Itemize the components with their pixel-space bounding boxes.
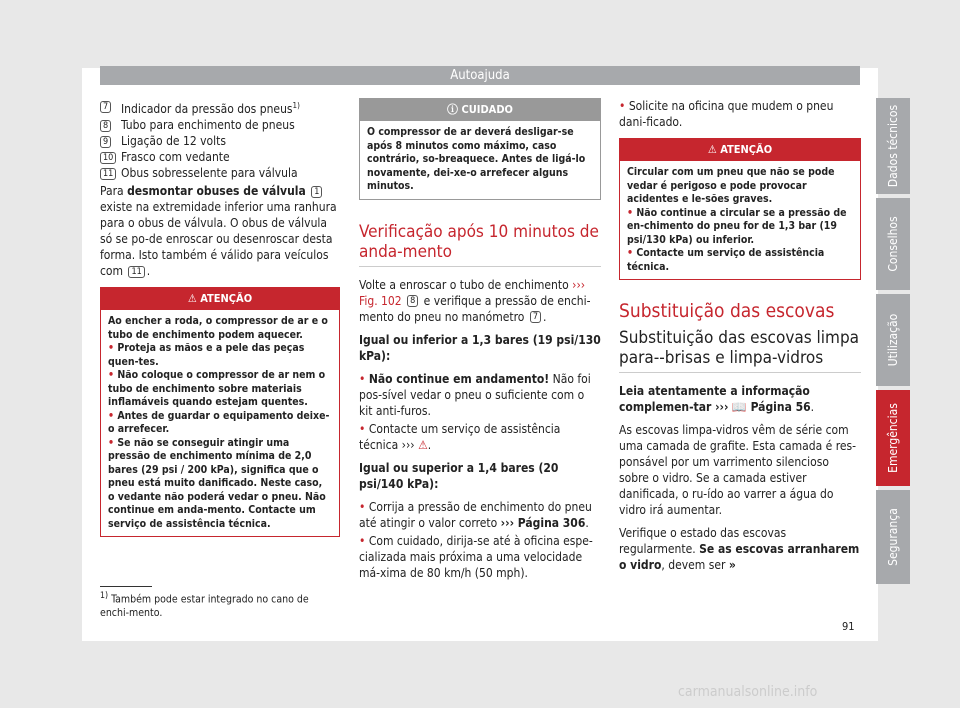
column-3 xyxy=(619,98,861,580)
subsection-title: Substituição das escovas limpa para--brisas e limpa-vidros xyxy=(619,328,860,368)
section-title: Substituição das escovas xyxy=(619,300,835,322)
list-item: 9 Ligação de 12 volts xyxy=(100,133,340,149)
page-link[interactable]: ››› Página 306 xyxy=(500,515,586,530)
bullet: • Corrija a pressão de enchimento do pneu até atingir o valor correto ››› Página 306. xyxy=(359,499,592,530)
warning-header: ⚠ ATENÇÃO xyxy=(101,288,339,310)
page-number: 91 xyxy=(842,620,855,633)
page-header: Autoajuda xyxy=(100,66,860,85)
caution-header: ⓘ CUIDADO xyxy=(360,99,600,121)
info-icon: ⓘ xyxy=(447,103,459,116)
bullet: • Solicite na oficina que mudem o pneu dani-ficado. xyxy=(619,99,834,129)
list-item: 8 Tubo para enchimento de pneus xyxy=(100,117,340,133)
paragraph: Leia atentamente a informação complemen-tar ››› 📖 Página 56. xyxy=(619,384,815,414)
page-link[interactable]: Página 56 xyxy=(746,400,811,414)
subheading: Igual ou superior a 1,4 bares (20 psi/140 kPa): xyxy=(359,460,559,491)
paragraph: Verifique o estado das escovas regularmente. Se as escovas arranharem o vidro, devem ser » xyxy=(619,526,860,572)
tab-dados-tecnicos[interactable]: Dados técnicos xyxy=(876,98,910,194)
list-item: 7 Indicador da pressão dos pneus$^{1)}$ xyxy=(100,98,340,117)
bullet: • Contacte um serviço de assistência técnica ››› ⚠. xyxy=(359,421,561,452)
caution-box xyxy=(359,98,601,200)
paragraph: Para desmontar obuses de válvula 1 existe na extremidade inferior uma ranhura para o obus de válvula. O obus de válvula só se po-de enroscar ou desenroscar desta forma. Isto também é válido para veículos com 11 . xyxy=(100,184,337,278)
tab-emergencias[interactable]: Emergências xyxy=(876,390,910,486)
list-item: 10 Frasco com vedante xyxy=(100,149,340,165)
warning-body: Ao encher a roda, o compressor de ar e o tubo de enchimento podem aquecer. • Proteja as mãos e a pele das peças quen-tes. • Não coloque o compressor de ar nem o tubo de enchimento sobre materiais inflamáveis quando estejam quentes. • Antes de guardar o equipamento deixe-o arrefecer. • Se não se conseguir atingir uma pressão de enchimento mínima de 2,0 bares (29 psi / 200 kPa), significa que o pneu está muito danificado. Neste caso, o vedante não poderá vedar o pneu. Não continue em anda-mento. Contacte um serviço de assistência técnica. xyxy=(108,315,330,530)
tab-seguranca[interactable]: Segurança xyxy=(876,490,910,584)
warning-icon: ⚠ xyxy=(187,292,197,305)
column-2 xyxy=(359,98,601,588)
warning-icon: ⚠ xyxy=(707,143,717,156)
figure-link[interactable]: ››› Fig. 102 xyxy=(359,277,586,308)
watermark: carmanualsonline.info xyxy=(678,684,818,700)
subheading: Igual ou inferior a 1,3 bares (19 psi/130 kPa): xyxy=(359,332,601,363)
warning-box xyxy=(100,287,340,537)
bullet: • Com cuidado, dirija-se até à oficina espe-cializada mais próxima a uma velocidade má-xima de 80 km/h (50 mph). xyxy=(359,533,593,580)
warning-box xyxy=(619,138,861,280)
column-1 xyxy=(100,98,340,537)
book-icon: 📖 xyxy=(731,400,747,414)
section-title: Verificação após 10 minutos de anda-mento xyxy=(359,221,599,262)
paragraph: Volte a enroscar o tubo de enchimento ››› Fig. 102 8 e verifique a pressão de enchi-mento do pneu no manómetro 7 . xyxy=(359,277,591,324)
caution-body: O compressor de ar deverá desligar-se após 8 minutos como máximo, caso contrário, so-breaquece. Antes de ligá-lo novamente, dei-xe-o arrefecer alguns minutos. xyxy=(367,126,586,192)
list-item: 11 Obus sobresselente para válvula xyxy=(100,165,340,181)
paragraph: As escovas limpa-vidros vêm de série com uma camada de grafite. Esta camada é res-ponsável por um varrimento silencioso sobre o vidro. Se a camada estiver danificada, o ru-ído ao varrer a água do vidro irá aumentar. xyxy=(619,423,857,517)
warning-header: ⚠ ATENÇÃO xyxy=(620,139,860,161)
bullet: • Não continue em andamento! Não foi pos-sível vedar o pneu o suficiente com o kit anti-furos. xyxy=(359,371,591,418)
footnote: $^{1)}$ Também pode estar integrado no cano de enchi-mento. xyxy=(100,591,309,619)
warning-icon: ⚠ xyxy=(418,437,428,452)
warning-body: Circular com um pneu que não se pode vedar é perigoso e pode provocar acidentes e le-sões graves. • Não continue a circular se a pressão de en-chimento do pneu for de 1,3 bar (19 psi/130 kPa) ou inferior. • Contacte um serviço de assistência técnica. xyxy=(627,166,847,273)
tab-utilizacao[interactable]: Utilização xyxy=(876,294,910,386)
tab-conselhos[interactable]: Conselhos xyxy=(876,198,910,290)
